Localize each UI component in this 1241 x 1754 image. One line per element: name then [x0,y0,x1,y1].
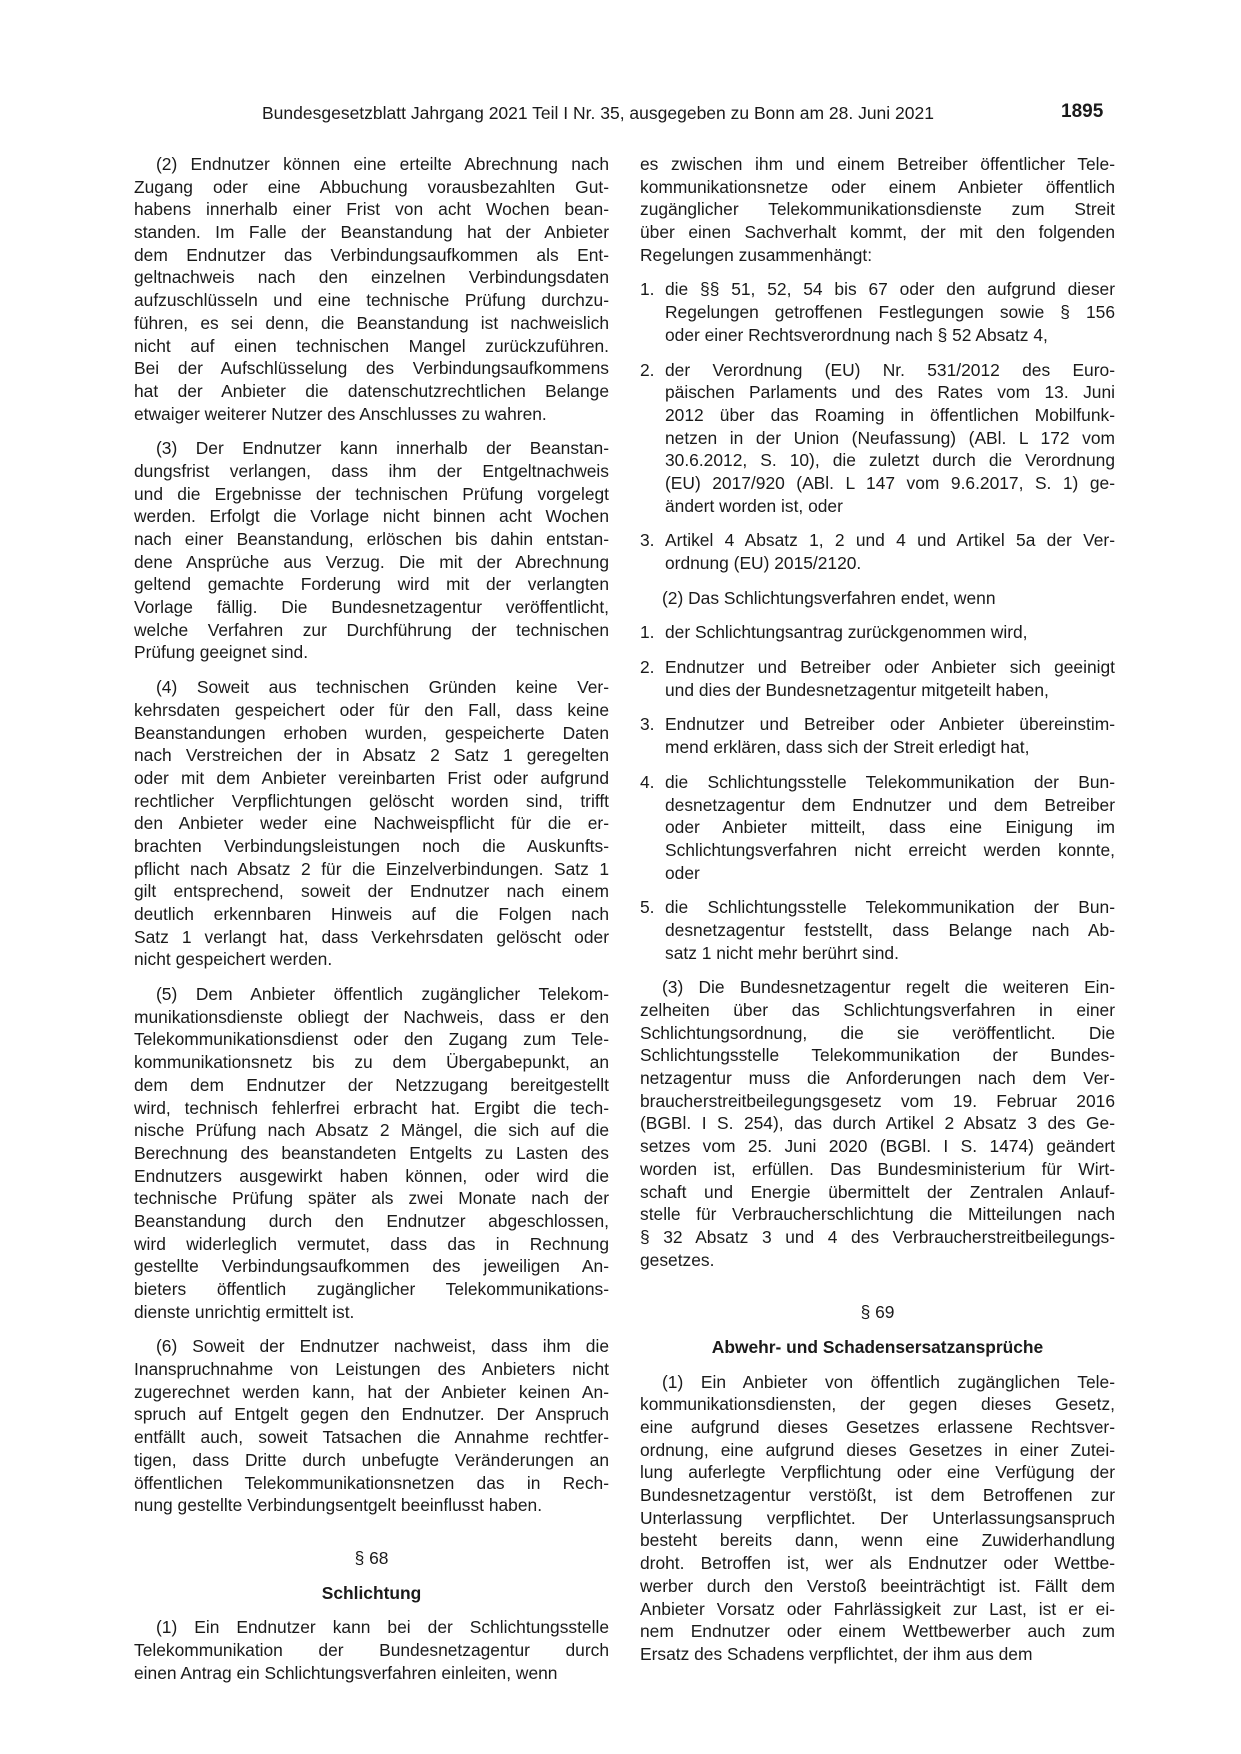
text-line: desnetzagentur dem Endnutzer und dem Betreiber [665,794,1115,815]
text-line: Regelungen zusammenhängt: [640,244,873,265]
text-line: Vorlage fällig. Die Bundesnetzagentur veröffentlicht, [134,597,609,618]
text-line: werber durch den Verstoß beeinträchtigt ist. Fällt dem [640,1575,1115,1596]
text-line: Telekommunikationsdienst oder den Zugang zum Tele- [134,1029,609,1050]
text-line: nach Verstreichen der in Absatz 2 Satz 1 geregelten [134,745,609,766]
text-line: setzes vom 25. Juni 2020 (BGBl. I S. 1474) geändert [640,1136,1115,1157]
text-line: kommunikationsnetze oder einem Anbieter öffentlich [640,176,1115,197]
spacer [640,1271,1115,1301]
text-line: habens innerhalb einer Frist von acht Wochen bean- [134,199,609,220]
text-line: tigen, dass Dritte durch unbefugte Veränderungen an [134,1449,609,1470]
text-line: gesetzes. [640,1249,715,1270]
text-line: eine aufgrund dieses Gesetzes erlassene Rechtsver- [640,1417,1115,1437]
text-line: Schlichtungsstelle Telekommunikation der Bundes- [640,1045,1115,1066]
text-line: (5) Dem Anbieter öffentlich zugänglicher Telekom- [156,984,609,1005]
paragraph-3 [134,437,609,664]
list-item-number: 1. [640,279,655,300]
page-number: 1895 [1061,101,1104,122]
list-item [640,713,1115,758]
text-line: brachten Verbindungsleistungen noch die Auskunfts- [134,835,609,856]
text-line: Schlichtungsordnung, die sie veröffentlicht. Die [640,1022,1115,1043]
list-item [640,278,1115,346]
text-line: gestellte Verbindungsaufkommen des jeweiligen An- [134,1256,609,1277]
text-line: Bei der Aufschlüsselung des Verbindungsaufkommens [134,358,609,379]
list-item-text [665,656,1115,701]
text-line: zugänglicher Telekommunikationsdienste zum Streit [640,199,1115,220]
text-line: zugerechnet werden kann, hat der Anbieter keinen An- [134,1381,609,1402]
text-line: Unterlassung verpflichtet. Der Unterlassungsanspruch [640,1507,1115,1528]
spacer [134,1323,609,1335]
text-line: Telekommunikation der Bundesnetzagentur durch [134,1639,609,1660]
text-line: dene Ansprüche aus Verzug. Die mit der Abrechnung [134,551,609,572]
paragraph-4 [134,676,609,971]
text-line: die Schlichtungsstelle Telekommunikation der Bun- [665,897,1115,918]
list-item-number: 1. [640,622,655,643]
list-item-text [665,771,1115,884]
termination-list [640,621,1115,964]
text-line: satz 1 nicht mehr berührt sind. [665,942,899,963]
text-line: nach einer Beanstandung, erlöschen bis dahin entstan- [134,529,609,549]
text-line: § 32 Absatz 3 und 4 des Verbraucherstreitbeilegungs- [640,1226,1115,1247]
list-item-text [665,896,1115,964]
text-line: (6) Soweit der Endnutzer nachweist, dass ihm die [156,1336,609,1357]
text-line: wird, technisch fehlerfrei erbracht hat. Ergibt die tech- [134,1097,609,1118]
text-line: Prüfung geeignet sind. [134,642,309,663]
list-item-number: 2. [640,657,655,678]
spacer [134,1604,609,1616]
spacer [640,575,1115,587]
text-line: einen Antrag ein Schlichtungsverfahren einleiten, wenn [134,1662,558,1683]
text-line: ändert worden ist, oder [665,495,843,516]
spacer [134,1570,609,1582]
list-item-number: 5. [640,897,655,918]
text-line: nem Endnutzer oder einem Wettbewerber auch zum [640,1621,1115,1642]
text-line: deutlich erkennbaren Hinweis auf die Folgen nach [134,904,609,924]
text-line: den Anbieter weder eine Nachweispflicht für die er- [134,813,609,834]
spacer [640,644,1115,656]
text-line: mend erklären, dass sich der Streit erledigt hat, [665,737,1030,758]
text-line: rechtlicher Verpflichtungen gelöscht worden sind, trifft [134,790,609,811]
spacer [640,266,1115,278]
text-line: oder mit dem Anbieter vereinbarten Frist oder aufgrund [134,767,609,788]
text-line: ordnung, eine aufgrund dieses Gesetzes in einer Zutei- [640,1439,1115,1460]
text-line: Inanspruchnahme von Leistungen des Anbieters nicht [134,1359,609,1380]
text-line: oder [665,862,700,883]
paragraph-2 [134,153,609,425]
section-68-paragraph-1 [134,1616,609,1684]
spacer [134,425,609,437]
text-line: (3) Die Bundesnetzagentur regelt die weiteren Ein- [662,977,1115,998]
spacer [640,701,1115,713]
text-line: Endnutzer und Betreiber oder Anbieter übereinstim- [665,714,1115,735]
running-header: Bundesgesetzblatt Jahrgang 2021 Teil I Nr. 35, ausgegeben zu Bonn am 28. Juni 2021 [262,103,934,123]
text-line: Satz 1 verlangt hat, dass Verkehrsdaten gelöscht oder [134,926,609,947]
list-item-number: 4. [640,771,655,792]
section-title: Abwehr- und Schadensersatzansprüche [711,1336,1044,1357]
text-line: päischen Parlaments und des Rates vom 13. Juni [665,382,1115,403]
text-line: dienste unrichtig ermittelt ist. [134,1301,355,1322]
text-line: dungsfrist verlangen, dass ihm der Entgeltnachweis [134,460,609,481]
list-item [640,771,1115,884]
spacer [640,347,1115,359]
text-line: 30.6.2012, S. 10), die zuletzt durch die Verordnung [665,450,1115,471]
paragraph-3 [640,976,1115,1271]
list-item [640,896,1115,964]
text-line: öffentlichen Telekommunikationsnetzen das in Rech- [134,1472,609,1493]
section-title: Schlichtung [321,1582,422,1603]
paragraph-2-intro: (2) Das Schlichtungsverfahren endet, wenn [662,587,996,608]
text-line: geltnachweis nach den einzelnen Verbindungsdaten [134,267,609,288]
regulation-list [640,278,1115,574]
paragraph-5 [134,983,609,1323]
list-item-text [665,713,1115,758]
list-item [640,656,1115,701]
list-item-text [665,529,1115,574]
text-line: droht. Betroffen ist, wer als Endnutzer oder Wettbe- [640,1553,1115,1574]
text-line: braucherstreitbeilegungsgesetz vom 19. Februar 2016 [640,1090,1115,1111]
text-line: netzen in der Union (Neufassung) (ABl. L 172 vom [665,427,1115,448]
text-line: (4) Soweit aus technischen Gründen keine Ver- [156,677,609,698]
text-line: und dies der Bundesnetzagentur mitgeteilt haben, [665,679,1049,700]
text-line: spruch auf Entgelt gegen den Endnutzer. Der Anspruch [134,1404,609,1425]
text-line: 2012 über das Roaming in öffentlichen Mobilfunk- [665,404,1115,425]
text-line: nicht auf einen technischen Mangel zurückzuführen. [134,335,609,356]
text-line: Ersatz des Schadens verpflichtet, der ihm aus dem [640,1643,1033,1664]
section-number: § 68 [354,1547,389,1568]
text-line: munikationsdienste obliegt der Nachweis, dass er den [134,1006,609,1027]
text-line: desnetzagentur feststellt, dass Belange nach Ab- [665,919,1115,940]
text-line: nicht gespeichert werden. [134,949,333,970]
text-line: entfällt auch, soweit Tatsachen die Annahme rechtfer- [134,1427,609,1448]
list-item [640,621,1115,644]
text-line: oder einer Rechtsverordnung nach § 52 Absatz 4, [665,324,1048,345]
text-line: (1) Ein Anbieter von öffentlich zugänglichen Tele- [662,1371,1115,1392]
spacer [640,1359,1115,1371]
spacer [640,759,1115,771]
text-line: Endnutzers ausgewirkt haben können, oder wird die [134,1165,609,1186]
spacer [640,884,1115,896]
spacer [640,964,1115,976]
text-line: (2) Endnutzer können eine erteilte Abrechnung nach [156,154,609,174]
right-column [640,153,1115,1666]
text-line: (BGBl. I S. 254), das durch Artikel 2 Absatz 3 des Ge- [640,1113,1115,1134]
text-line: standen. Im Falle der Beanstandung hat der Anbieter [134,222,609,243]
text-line: Zugang oder eine Abbuchung vorausbezahlten Gut- [134,176,609,197]
text-line: Regelungen getroffenen Festlegungen sowie § 156 [665,302,1115,323]
text-line: nische Prüfung nach Absatz 2 Mängel, die sich auf die [134,1120,609,1141]
text-line: kehrsdaten gespeichert oder für den Fall, dass keine [134,699,609,720]
text-line: lung auferlegte Verpflichtung oder eine Verfügung der [640,1462,1115,1483]
text-line: Schlichtungsverfahren nicht erreicht werden konnte, [665,839,1115,860]
text-line: schaft und Energie übermittelt der Zentralen Anlauf- [640,1181,1115,1202]
text-line: bieters öffentlich zugänglicher Telekommunikations- [134,1279,609,1299]
text-line: (1) Ein Endnutzer kann bei der Schlichtungsstelle [156,1617,609,1638]
list-item [640,529,1115,574]
text-line: Beanstandungen erhoben wurden, gespeicherte Daten [134,722,609,743]
paragraph-continued [640,153,1115,266]
text-line: wird widerleglich vermutet, dass das in Rechnung [134,1233,609,1254]
text-line: kommunikationsdiensten, der gegen dieses Gesetz, [640,1394,1115,1415]
text-line: ordnung (EU) 2015/2120. [665,553,862,573]
text-line: stelle für Verbraucherschlichtung die Mitteilungen nach [640,1204,1115,1225]
text-line: Berechnung des beanstandeten Entgelts zu Lasten des [134,1142,609,1163]
spacer [134,1517,609,1547]
text-line: (3) Der Endnutzer kann innerhalb der Beanstan- [156,438,609,459]
section-number: § 69 [860,1302,895,1323]
text-line: besteht bereits dann, wenn eine Zuwiderhandlung [640,1530,1115,1551]
spacer [640,517,1115,529]
text-line: gilt entsprechend, soweit der Endnutzer nach einem [134,881,609,902]
spacer [134,664,609,676]
text-line: Bundesnetzagentur verstößt, ist dem Betroffenen zur [640,1485,1115,1506]
text-line: kommunikationsnetz bis zu dem Übergabepunkt, an [134,1052,609,1073]
section-69-paragraph-1 [640,1371,1115,1666]
text-line: geltend gemachte Forderung wird mit der verlangten [134,574,609,595]
text-line: netzagentur muss die Anforderungen nach dem Ver- [640,1068,1115,1089]
text-line: (EU) 2017/920 (ABl. L 147 vom 9.6.2017, S. 1) ge- [665,472,1115,493]
text-line: worden ist, erfüllen. Das Bundesministerium für Wirt- [640,1158,1115,1179]
text-line: aufzuschlüsseln und eine technische Prüfung durchzu- [134,290,609,311]
text-line: Endnutzer und Betreiber oder Anbieter sich geeinigt [665,657,1115,678]
list-item-text [665,621,1115,644]
text-line: oder Anbieter mitteilt, dass eine Einigung im [665,817,1115,838]
text-line: Beanstandung durch den Endnutzer abgeschlossen, [134,1210,609,1231]
text-line: der Verordnung (EU) Nr. 531/2012 des Euro- [665,359,1115,380]
text-line: führen, es sei denn, die Beanstandung ist nachweislich [134,312,609,333]
text-line: dem dem Endnutzer der Netzzugang bereitgestellt [134,1074,609,1095]
text-line: werden. Erfolgt die Vorlage nicht binnen acht Wochen [134,506,609,527]
text-line: es zwischen ihm und einem Betreiber öffentlicher Tele- [640,154,1115,174]
text-line: dem Endnutzer das Verbindungsaufkommen als Ent- [134,244,609,265]
text-line: welche Verfahren zur Durchführung der technischen [134,619,609,640]
spacer [640,609,1115,621]
text-line: und die Ergebnisse der technischen Prüfung vorgelegt [134,483,609,504]
spacer [134,971,609,983]
list-item-text [665,278,1115,346]
text-line: über einen Sachverhalt kommt, der mit den folgenden [640,222,1115,243]
list-item-number: 2. [640,359,655,380]
list-item-number: 3. [640,714,655,735]
text-line: zelheiten über das Schlichtungsverfahren in einer [640,1000,1115,1020]
text-line: Artikel 4 Absatz 1, 2 und 4 und Artikel 5a der Ver- [665,530,1115,551]
text-line: hat der Anbieter die datenschutzrechtlichen Belange [134,380,609,401]
text-line: die Schlichtungsstelle Telekommunikation der Bun- [665,771,1115,792]
paragraph-6 [134,1335,609,1517]
list-item-number: 3. [640,530,655,551]
list-item [640,359,1115,518]
text-line: die §§ 51, 52, 54 bis 67 oder den aufgrund dieser [665,279,1115,300]
text-line: der Schlichtungsantrag zurückgenommen wird, [665,622,1028,643]
spacer [640,1324,1115,1336]
text-line: nung gestellte Verbindungsentgelt beeinflusst haben. [134,1495,543,1516]
text-line: Anbieter Vorsatz oder Fahrlässigkeit zur Last, ist er ei- [640,1598,1115,1619]
text-line: technische Prüfung später als zwei Monate nach der [134,1188,609,1209]
list-item-text [665,359,1115,518]
left-column [134,153,609,1684]
text-line: etwaiger weiterer Nutzer des Anschlusses zu wahren. [134,403,547,424]
text-line: pflicht nach Absatz 2 für die Einzelverbindungen. Satz 1 [134,858,609,879]
